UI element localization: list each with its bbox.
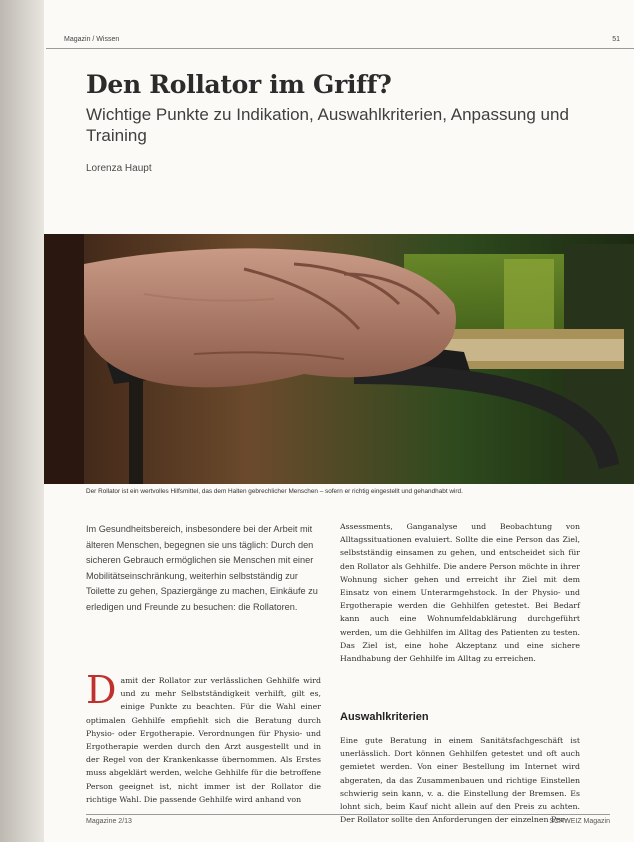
body-left-text: amit der Rollator zur verlässlichen Gehhilfe wird und zu mehr Selbstständigkeit verhilft, gilt es, einige Punkte zu beachten. Für die Wahl einer optimalen Gehhilfe empfiehlt sich die Beratung durch Physio- oder Ergotherapie. Verordnungen für Physio- und Ergotherapie werden durch den Arzt ausgestellt und in der Regel von der Krankenkasse übernommen. Als Erstes muss abgeklärt werden, welche Gehhilfe für die betroffene Person geeignet ist, nicht immer ist der Rollator die richtige Wahl. Die passende Gehhilfe wird anhand von [86,676,321,804]
section-heading: Auswahlkriterien [340,711,429,723]
body-column-right: Assessments, Ganganalyse und Beobachtung von Alltagssituationen evaluiert. Sollte die eine Person das Ziel, selbstständig einsamen zu gehen, und entscheidet sich für den Rollator als Gehhilfe. Die andere Person möchte in ihrer Wohnung sicher gehen und erreicht ihr Ziel mit dem Einsatz von einem Unterarmgehstock. In der Physio- und Ergotherapie werden die Gehhilfen getestet. Bei Bedarf kann auch eine Wohnumfeldabklärung durchgeführt werden, um die Gehhilfen im Alltag des Patienten zu testen. Das Ziel ist, eine hohe Akzeptanz und eine sichere Handhabung der Gehhilfe im Alltag zu erreichen. [340,522,580,664]
article-author: Lorenza Haupt [86,163,152,174]
article-intro: Im Gesundheitsbereich, insbesondere bei der Arbeit mit älteren Menschen, begegnen sie uns täglich: Durch den sicheren Gebrauch ermöglichen sie Menschen mit einer Mobilitätseinschränkung, weiterhin selbstständig zur Toilette zu gehen, Spaziergänge zu machen, Einkäufe zu erledigen und Freunde zu besuchen: die Rollatoren. [86,524,318,612]
rollator-hand-photo [44,234,634,484]
page-footer [86,814,610,825]
article-photo [44,234,634,484]
article-subtitle: Wichtige Punkte zu Indikation, Auswahlkriterien, Anpassung und Training [86,105,569,145]
header-page-number: 51 [612,36,620,43]
drop-cap: D [86,668,117,712]
body-column-right-continued: Eine gute Beratung in einem Sanitätsfachgeschäft ist unerlässlich. Dort können Gehhilfen getestet und oft auch gemietet werden. Von einer Bestellung im Internet wird abgeraten, da das Zusammenbauen und richtige Einstellen schwierig sein kann, v. a. die Einstellung der Bremsen. Es lohnt sich, beim Kauf nicht allein auf den Preis zu achten. Der Rollator sollte den Anforderungen der einzelnen Per- [340,736,580,825]
page-gutter [0,0,44,842]
running-header [46,34,634,49]
article-title: Den Rollator im Griff? [86,70,392,99]
footer-right: SCHWEIZ Magazin [549,818,610,825]
header-section: Magazin / Wissen [64,36,120,43]
body-column-left [86,668,321,806]
photo-caption: Der Rollator ist ein wertvolles Hilfsmittel, das dem Halten gebrechlicher Menschen – sofern er richtig eingestellt und gehandhabt wird. [86,488,463,495]
footer-left: Magazine 2/13 [86,818,132,825]
